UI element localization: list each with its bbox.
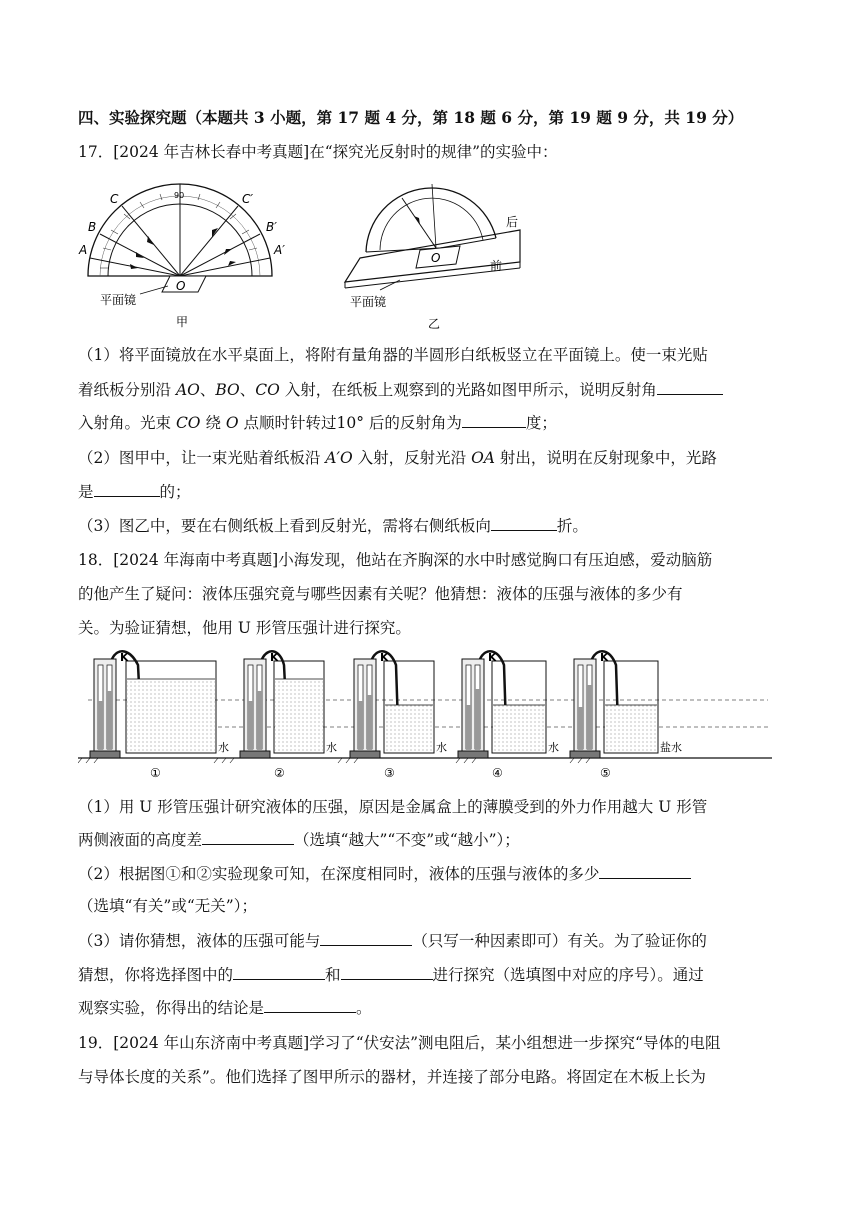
- fig-number-4: ④: [492, 766, 503, 780]
- q18-p1-line1: （1）用 U 形管压强计研究液体的压强，原因是金属盒上的薄膜受到的外力作用越大 U 形管: [78, 798, 708, 816]
- manometer-4: [458, 651, 546, 758]
- answer-blank[interactable]: [599, 864, 691, 879]
- front-label: 前: [490, 259, 503, 273]
- k-label-2: K: [270, 651, 279, 664]
- k-label-1: K: [120, 651, 129, 664]
- q19-line1: 19．[2024 年山东济南中考真题]学习了“伏安法”测电阻后，某小组想进一步探究“导体的电阻: [78, 1034, 721, 1052]
- ray-label-C-prime: C′: [242, 192, 254, 206]
- figure-manometers: [78, 645, 778, 783]
- answer-blank[interactable]: [94, 482, 160, 497]
- q18-p1-line2: 两侧液面的高度差 （选填“越大”“不变”或“越小”）；: [78, 831, 520, 849]
- q17-p1-line1: （1）将平面镜放在水平桌面上，将附有量角器的半圆形白纸板竖立在平面镜上。使一束光贴: [78, 346, 708, 364]
- q17-p2-line2: 是 的；: [78, 483, 191, 501]
- manometer-1: [90, 651, 216, 758]
- ray-label-A: A: [79, 243, 88, 257]
- answer-blank[interactable]: [657, 380, 723, 395]
- scale-top-label: 90: [174, 191, 185, 200]
- back-label: 后: [506, 215, 519, 229]
- ray-label-B-prime: B′: [266, 220, 277, 234]
- section-title: 四、实验探究题（本题共 3 小题，第 17 题 4 分，第 18 题 6 分，第 19 题 9 分，共 19 分）: [78, 108, 744, 127]
- answer-blank[interactable]: [264, 998, 356, 1013]
- q18-line2: 的他产生了疑问：液体压强究竟与哪些因素有关呢？他猜想：液体的压强与液体的多少有: [78, 585, 683, 603]
- liquid-label-5: 盐水: [660, 741, 682, 754]
- q19-line2: 与导体长度的关系”。他们选择了图甲所示的器材，并连接了部分电路。将固定在木板上长为: [78, 1068, 706, 1086]
- liquid-label-3: 水: [436, 741, 447, 754]
- q18-p2-line2: （选填“有关”或“无关”）；: [78, 897, 257, 915]
- figure-jia: [78, 178, 288, 330]
- q18-p3-line1: （3）请你猜想，液体的压强可能与 （只写一种因素即可）有关。为了验证你的: [78, 932, 707, 950]
- answer-blank[interactable]: [341, 965, 433, 980]
- ray-label-C: C: [110, 192, 119, 206]
- liquid-label-2: 水: [326, 741, 337, 754]
- liquid-label-4: 水: [548, 741, 559, 754]
- answer-blank[interactable]: [491, 516, 557, 531]
- point-O-yi: O: [431, 251, 441, 265]
- q18-p3-line3: 观察实验，你得出的结论是 。: [78, 999, 372, 1017]
- answer-blank[interactable]: [233, 965, 325, 980]
- q18-line1: 18．[2024 年海南中考真题]小海发现，他站在齐胸深的水中时感觉胸口有压迫感，爱动脑筋: [78, 551, 713, 569]
- k-label-4: K: [488, 651, 497, 664]
- k-label-3: K: [380, 651, 389, 664]
- ray-label-A-prime: A′: [274, 243, 285, 257]
- ray-label-B: B: [88, 220, 97, 234]
- figure-yi: [340, 170, 540, 335]
- k-label-5: K: [600, 651, 609, 664]
- answer-blank[interactable]: [462, 413, 526, 428]
- liquid-label-1: 水: [218, 741, 229, 754]
- fig-number-3: ③: [384, 766, 395, 780]
- fig-number-5: ⑤: [600, 766, 611, 780]
- q17-p2-line1: （2）图甲中，让一束光贴着纸板沿 A′O 入射，反射光沿 OA 射出，说明在反射现象中，光路: [78, 449, 717, 467]
- fig-number-1: ①: [150, 766, 161, 780]
- caption-jia: 甲: [176, 315, 189, 329]
- caption-yi: 乙: [428, 317, 441, 331]
- q18-p2-line1: （2）根据图①和②实验现象可知，在深度相同时，液体的压强与液体的多少: [78, 864, 691, 884]
- fig-number-2: ②: [274, 766, 285, 780]
- q18-p3-line2: 猜想，你将选择图中的 和 进行探究（选填图中对应的序号）。通过: [78, 966, 704, 984]
- answer-blank[interactable]: [202, 830, 294, 845]
- q17-p1-line2: 着纸板分别沿 AO、BO、CO 入射，在纸板上观察到的光路如图甲所示，说明反射角: [78, 380, 723, 400]
- q17-p3: （3）图乙中，要在右侧纸板上看到反射光，需将右侧纸板向 折。: [78, 517, 588, 535]
- mirror-label-jia: 平面镜: [100, 293, 137, 307]
- manometer-3: [350, 651, 434, 758]
- q17-stem: 17．[2024 年吉林长春中考真题]在“探究光反射时的规律”的实验中：: [78, 143, 558, 161]
- mirror-label-yi: 平面镜: [350, 295, 387, 309]
- q18-line3: 关。为验证猜想，他用 U 形管压强计进行探究。: [78, 619, 411, 637]
- point-O: O: [176, 279, 186, 293]
- answer-blank[interactable]: [320, 931, 412, 946]
- q17-p1-line3: 入射角。光束 CO 绕 O 点顺时针转过10° 后的反射角为 度；: [78, 414, 557, 432]
- manometer-2: [240, 651, 324, 758]
- manometer-5: [570, 651, 658, 758]
